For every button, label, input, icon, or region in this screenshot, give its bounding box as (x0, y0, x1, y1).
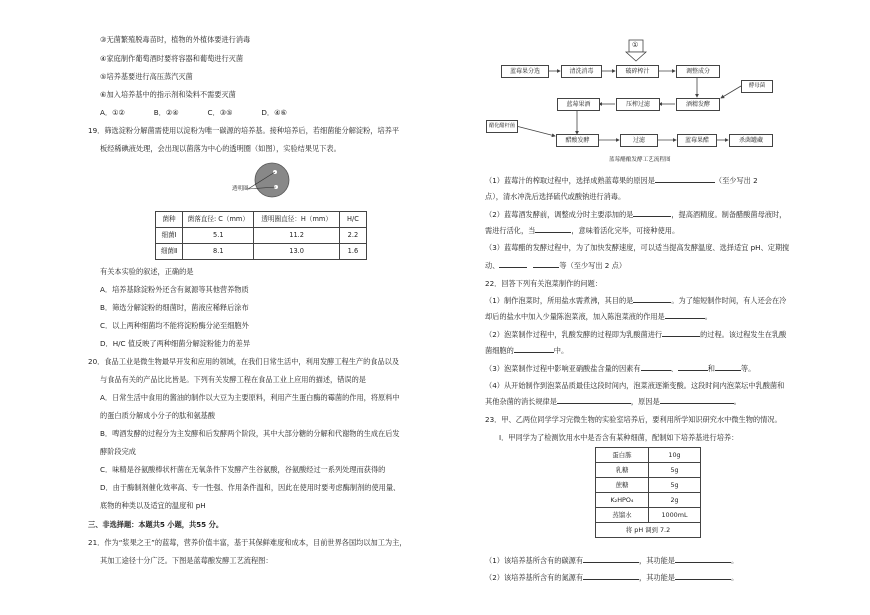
text-segment: （2）该培养基所含有的氮源有 (485, 573, 584, 582)
text-line: 酵阶段完成 (100, 447, 136, 456)
flow-step: 清洗消毒 (561, 65, 602, 78)
question-23-2 (485, 573, 738, 582)
table-cell: 13.0 (254, 244, 339, 260)
text-line: ⑥加入培养基中的指示剂和染料不需要灭菌 (100, 90, 236, 99)
answer-blank (660, 403, 734, 404)
amount: 2g (649, 493, 701, 508)
text-segment: 等（至少写出 2 点） (559, 261, 627, 270)
table-cell: 细菌Ⅱ (156, 244, 183, 260)
option-c: C．以上两种细菌均不能将淀粉酶分泌至细胞外 (100, 321, 249, 330)
text-segment: 的过程。该过程发生在乳酸 (700, 330, 787, 339)
yeast-label: 酵母菌 (741, 80, 773, 93)
question-21: 21．作为“浆果之王”的蓝莓，营养价值丰富，基于其保鲜难度和成本，目前世界各国均以加工为主， (88, 538, 407, 547)
flow-step: 蓝莓果分选 (501, 65, 549, 78)
table-cell: 5.1 (183, 228, 254, 244)
answer-blank (557, 403, 631, 404)
text-line: Ⅰ．甲同学为了检测饮用水中是否含有某种细菌，配制如下培养基进行培养： (499, 433, 739, 442)
option-a: A．培养基除淀粉外还含有氮源等其他营养物质 (100, 285, 249, 294)
text-segment: 其他杂菌的消长规律是 (485, 397, 557, 406)
text-segment: （3）泡菜制作过程中影响亚硝酸盐含量的因素有 (485, 364, 641, 373)
text-segment: ，意味着活化完毕，可接种使用。 (571, 226, 680, 235)
flow-step-marker: ① (632, 41, 639, 49)
table-cell: 11.2 (254, 228, 339, 244)
option-d: D．H/C 值反映了两种细菌分解淀粉能力的差异 (100, 339, 251, 348)
text-line: 的蛋白质分解成小分子的肽和氨基酸 (100, 411, 216, 420)
text-segment: 、 (670, 364, 678, 373)
text-segment: 和 (707, 364, 715, 373)
answer-blank (678, 370, 708, 371)
question-23-1 (485, 556, 738, 565)
answer-blank (514, 352, 554, 353)
text-line: 点），清水冲洗后选择硫代或酸钠进行消毒。 (485, 192, 626, 201)
text-line: 其加工途径十分广泛。下图是蓝莓酿发酵工艺流程图： (100, 556, 273, 565)
text-segment: （1）该培养基所含有的碳源有 (485, 556, 584, 565)
section-heading: 三、非选择题：本题共5 小题，共55 分。 (88, 520, 224, 529)
question-19: 19．筛选淀粉分解菌需使用以淀粉为唯一碳源的培养基。接种培养后，若细菌能分解淀粉，培养平 (88, 126, 400, 135)
flow-step: 过滤 (620, 134, 658, 147)
answer-blank (533, 267, 559, 268)
table-header: H/C (339, 212, 366, 228)
ingredient: K₂HPO₄ (596, 493, 649, 508)
answer-blank (583, 562, 639, 563)
table-header: 菌种 (156, 212, 183, 228)
table-header: 透明圈直径：H（mm） (254, 212, 339, 228)
amount: 1000mL (649, 508, 701, 523)
medium-table (595, 447, 701, 538)
flow-step: 压榨过滤 (616, 98, 660, 111)
text-segment: ，提高酒精度。制备醋酸菌母液时， (671, 210, 787, 219)
answer-blank (715, 370, 741, 371)
table-cell: 8.1 (183, 244, 254, 260)
amount: 10g (649, 448, 701, 463)
table-header: 菌落直径: C（mm） (183, 212, 254, 228)
answer-blank (655, 182, 715, 183)
ingredient: 蔗糖 (596, 478, 649, 493)
question-22-4: （4）从开始制作到泡菜品质最佳这段时间内，泡菜液逐渐变酸。这段时间内泡菜坛中乳酸菌和 (485, 381, 785, 390)
text-segment: 等。 (740, 364, 756, 373)
option-b: B．啤酒发酵的过程分为主发酵和后发酵两个阶段，其中大部分糖的分解和代谢物的生成在后发 (100, 429, 400, 438)
question-22-2 (485, 330, 786, 339)
text-segment: 动、 (485, 261, 500, 270)
text-segment: （2）蓝莓酒发酵前，调整成分时主要添加的是 (485, 210, 634, 219)
flow-step: 调整成分 (676, 65, 720, 78)
text-line (485, 397, 741, 406)
text-segment: （2）泡菜制作过程中，乳酸发酵的过程即为乳酸菌进行 (485, 330, 663, 339)
ingredient: 蛋白胨 (596, 448, 649, 463)
text-line (485, 261, 626, 270)
flow-step: 蓝莓果醋 (677, 134, 717, 147)
ingredient: 蒸馏水 (596, 508, 649, 523)
text-line: 底物的种类以及适宜的温度和 pH (100, 501, 206, 510)
text-segment: （1）制作泡菜时，所用盐水需煮沸，其目的是 (485, 296, 634, 305)
text-line (485, 312, 712, 321)
results-table (155, 211, 367, 260)
question-22: 22．回答下列有关泡菜制作的问题： (485, 279, 602, 288)
acetic-bacteria-label: 醋化醋杆菌 (486, 120, 518, 133)
answer-blank (662, 336, 700, 337)
flow-diagram (0, 0, 870, 170)
text-segment: 菌细胞的 (485, 346, 514, 355)
text-segment: 却后的盐水中加入少量陈泡菜液，加入陈泡菜液的作用是 (485, 312, 665, 321)
text-line: ⑤培养基要进行高压蒸汽灭菌 (100, 72, 193, 81)
text-segment: （1）蓝莓汁的榨取过程中，选择成熟蓝莓果的原因是 (485, 176, 655, 185)
text-line: ④家庭制作葡萄酒时要将容器和葡萄进行灭菌 (100, 54, 244, 63)
option-d: D．由于酶制剂催化效率高、专一性强、作用条件温和，因此在使用时要考虑酶制剂的使用量、 (100, 483, 401, 492)
text-line: ③无菌繁殖脱毒苗时，植物的外植体要进行消毒 (100, 35, 251, 44)
table-cell: 1.6 (339, 244, 366, 260)
amount: 5g (649, 478, 701, 493)
flow-step: 蓝莓果酒 (557, 98, 600, 111)
text-segment: ，其功能是 (639, 573, 675, 582)
answer-blank (633, 302, 671, 303)
text-segment: 。 (730, 556, 739, 565)
option-b: B．筛选分解淀粉的细菌时，菌液应稀释后涂布 (100, 303, 249, 312)
flow-step: 醋酸发酵 (556, 134, 599, 147)
text-segment: 。 (730, 573, 739, 582)
flow-caption: 蓝莓醋酿发酵工艺流程图 (609, 157, 671, 163)
option-c: C．味精是谷氨酸棒状杆菌在无氧条件下发酵产生谷氨酸，谷氨酸经过一系列处理而获得的 (100, 465, 386, 474)
question-21-1 (485, 176, 758, 185)
option-a: A．日常生活中食用的酱油的制作以大豆为主要原料，利用产生蛋白酶的霉菌的作用，将原料中 (100, 393, 400, 402)
question-21-2 (485, 210, 786, 219)
medium-footer: 将 pH 调到 7.2 (596, 523, 701, 538)
text-line (485, 346, 568, 355)
text-segment: 。 (704, 312, 712, 321)
flow-step: 酒精发酵 (676, 98, 720, 111)
options-line: A．①② B．②④ C．③⑤ D．④⑥ (100, 108, 287, 117)
flow-step: 破碎榨汁 (616, 65, 659, 78)
question-21-3: （3）蓝莓醋的发酵过程中，为了加快发酵速度，可以适当提高发酵温度、选择适宜 pH、定期搅 (485, 243, 790, 252)
flow-step: 杀菌罐藏 (729, 134, 773, 147)
answer-blank (665, 318, 705, 319)
text-line: 有关本实验的叙述，正确的是 (100, 267, 194, 276)
question-22-3 (485, 364, 755, 373)
question-23: 23．甲、乙两位同学学习完微生物的实验室培养后，要利用所学知识研究水中微生物的情况。 (485, 415, 782, 424)
text-segment: ，原因是 (630, 397, 660, 406)
text-segment: （至少写出 2 (714, 176, 758, 185)
answer-blank (675, 562, 731, 563)
question-22-1 (485, 296, 786, 305)
answer-blank (641, 370, 671, 371)
text-line: 板经稀碘液处理，会出现以菌落为中心的透明圈（如图），实验结果见下表。 (100, 144, 341, 153)
text-segment: 中。 (553, 346, 569, 355)
answer-blank (583, 579, 639, 580)
text-segment: 需进行活化，当 (485, 226, 536, 235)
text-line (485, 226, 679, 235)
table-cell: 2.2 (339, 228, 366, 244)
amount: 5g (649, 463, 701, 478)
text-segment: 。为了缩短制作时间，有人还会在冷 (671, 296, 787, 305)
answer-blank (675, 579, 731, 580)
text-segment: 。 (733, 397, 741, 406)
table-cell: 细菌Ⅰ (156, 228, 183, 244)
text-line: 与食品有关的产品比比皆是。下列有关发酵工程在食品工业上应用的描述，错误的是 (100, 375, 366, 384)
answer-blank (633, 216, 671, 217)
text-segment: ，其功能是 (639, 556, 675, 565)
ingredient: 乳糖 (596, 463, 649, 478)
answer-blank (499, 267, 527, 268)
figure-label: 透明圈 (232, 186, 249, 192)
answer-blank (535, 232, 571, 233)
question-20: 20．食品工业是微生物最早开发和应用的领域，在我们日常生活中，利用发酵工程生产的食品以及 (88, 357, 400, 366)
